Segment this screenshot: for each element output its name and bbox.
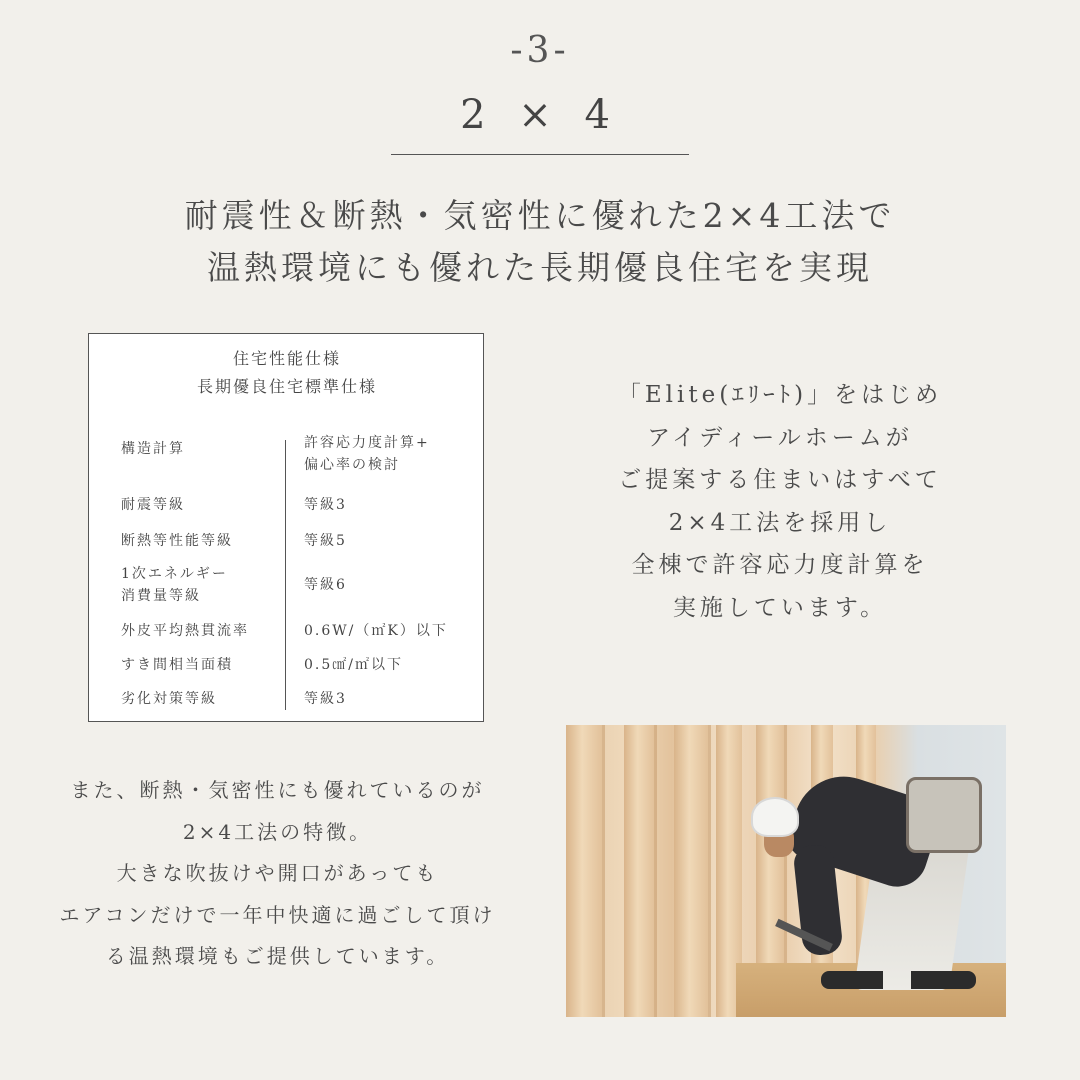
spec-table-title: 住宅性能仕様 <box>232 349 341 368</box>
intro-line-5: 全棟で許容応力度計算を <box>631 552 929 579</box>
spec-table <box>88 333 484 722</box>
spec-value-structure: 許容応力度計算+ 偏心率の検討 <box>304 435 430 473</box>
spec-label-seismic: 耐震等級 <box>121 497 185 513</box>
intro-line-4: 2×4工法を採用し <box>668 509 892 536</box>
feature-line-1: また、断熱・気密性にも優れているのが <box>70 778 485 802</box>
page-title: 2 × 4 <box>460 92 620 138</box>
intro-line-6: 実施しています。 <box>672 594 888 621</box>
spec-table-subtitle: 長期優良住宅標準仕様 <box>196 377 377 396</box>
construction-worker-photo <box>566 725 1006 1017</box>
feature-line-4: エアコンだけで一年中快適に過ごして頂け <box>59 902 496 927</box>
spec-value-gap-area: 0.5㎠/㎡以下 <box>304 657 403 673</box>
title-divider <box>391 154 689 155</box>
spec-label-structure: 構造計算 <box>121 441 185 457</box>
intro-line-1: 「Elite(ｴﾘｰﾄ)」をはじめ <box>617 382 943 408</box>
spec-value-energy: 等級6 <box>304 577 347 593</box>
feature-line-5: る温熱環境もご提供しています。 <box>105 944 450 968</box>
spec-value-deterioration: 等級3 <box>304 691 347 707</box>
spec-value-insulation: 等級5 <box>304 533 347 549</box>
headline-line-1: 耐震性＆断熱・気密性に優れた2×4工法で <box>184 196 896 235</box>
page-number: -3- <box>510 30 570 71</box>
spec-label-gap-area: すき間相当面積 <box>121 657 233 673</box>
spec-label-heat-transmittance: 外皮平均熱貫流率 <box>121 623 249 639</box>
spec-label-insulation: 断熱等性能等級 <box>121 533 233 549</box>
spec-value-seismic: 等級3 <box>304 497 347 513</box>
feature-paragraph <box>10 770 545 978</box>
spec-value-heat-transmittance: 0.6W/（㎡K）以下 <box>304 623 448 639</box>
feature-line-3: 大きな吹抜けや開口があっても <box>116 861 439 885</box>
intro-line-3: ご提案する住まいはすべて <box>618 467 942 494</box>
intro-paragraph <box>560 374 1000 630</box>
feature-line-2: 2×4工法の特徴。 <box>182 819 373 844</box>
intro-line-2: アイディールホームが <box>647 424 913 451</box>
headline-line-2: 温熱環境にも優れた長期優良住宅を実現 <box>207 248 873 287</box>
spec-label-deterioration: 劣化対策等級 <box>121 691 217 707</box>
spec-label-energy: 1次エネルギー 消費量等級 <box>121 566 228 604</box>
